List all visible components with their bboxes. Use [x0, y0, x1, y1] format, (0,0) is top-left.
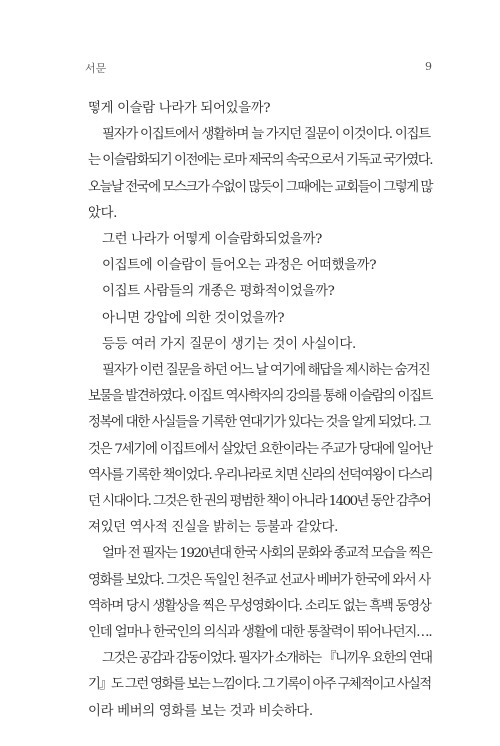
- text-line: 역사를 기록한 책이었다. 우리나라로 치면 신라의 선덕여왕이 다스리: [88, 467, 433, 483]
- running-head-section: 서문: [85, 62, 107, 75]
- text-line: 그런 나라가 어떻게 이슬람화되었을까?: [102, 232, 322, 248]
- text-line: 보물을 발견하였다. 이집트 역사학자의 강의를 통해 이슬람의 이집트: [88, 389, 433, 405]
- text-line: 것은 7세기에 이집트에서 살았던 요한이라는 주교가 당대에 일어난: [88, 441, 432, 457]
- text-line: 아니면 강압에 의한 것이었을까?: [102, 310, 285, 326]
- text-line: 그것은 공감과 감동이었다. 필자가 소개하는 『니끼우 요한의 연대: [102, 651, 432, 667]
- text-line: 이라 베버의 영화를 보는 것과 비슷하다.: [88, 703, 313, 719]
- text-line: 필자가 이집트에서 생활하며 늘 가지던 질문이 이것이다. 이집트: [102, 127, 430, 143]
- text-line: 던 시대이다. 그것은 한 권의 평범한 책이 아니라 1400년 동안 감추어: [88, 494, 431, 510]
- text-line: 역하며 당시 생활상을 찍은 무성영화이다. 소리도 없는 흑백 동영상: [88, 598, 431, 614]
- text-line: 영화를 보았다. 그것은 독일인 천주교 선교사 베버가 한국에 와서 사: [88, 572, 430, 588]
- text-line: 등등 여러 가지 질문이 생기는 것이 사실이다.: [102, 336, 356, 352]
- text-line: 기』도 그런 영화를 보는 느낌이다. 그 기록이 아주 구체적이고 사실적: [88, 677, 431, 693]
- text-line: 인데 얼마나 한국인의 의식과 생활에 대한 통찰력이 뛰어나던지….: [88, 625, 432, 641]
- text-line: 정복에 대한 사실들을 기록한 연대기가 있다는 것을 알게 되었다. 그: [88, 415, 430, 431]
- page-number: 9: [425, 60, 432, 73]
- text-line: 얼마 전 필자는 1920년대 한국 사회의 문화와 종교적 모습을 찍은: [102, 546, 432, 562]
- body-text: [88, 96, 432, 725]
- running-head: [85, 60, 432, 76]
- text-line: 았다.: [88, 205, 118, 221]
- text-line: 는 이슬람화되기 이전에는 로마 제국의 속국으로서 기독교 국가였다.: [88, 153, 433, 169]
- text-line: 이집트 사람들의 개종은 평화적이었을까?: [102, 284, 335, 300]
- text-line: 져있던 역사적 진실을 밝히는 등불과 같았다.: [88, 520, 338, 536]
- text-line: 필자가 이런 질문을 하던 어느 날 여기에 해답을 제시하는 숨겨진: [102, 363, 430, 379]
- text-line: 오늘날 전국에 모스크가 수없이 많듯이 그때에는 교회들이 그렇게 많: [88, 179, 433, 195]
- text-line: 떻게 이슬람 나라가 되어있을까?: [88, 101, 271, 116]
- text-line: 이집트에 이슬람이 들어오는 과정은 어떠했을까?: [102, 258, 377, 274]
